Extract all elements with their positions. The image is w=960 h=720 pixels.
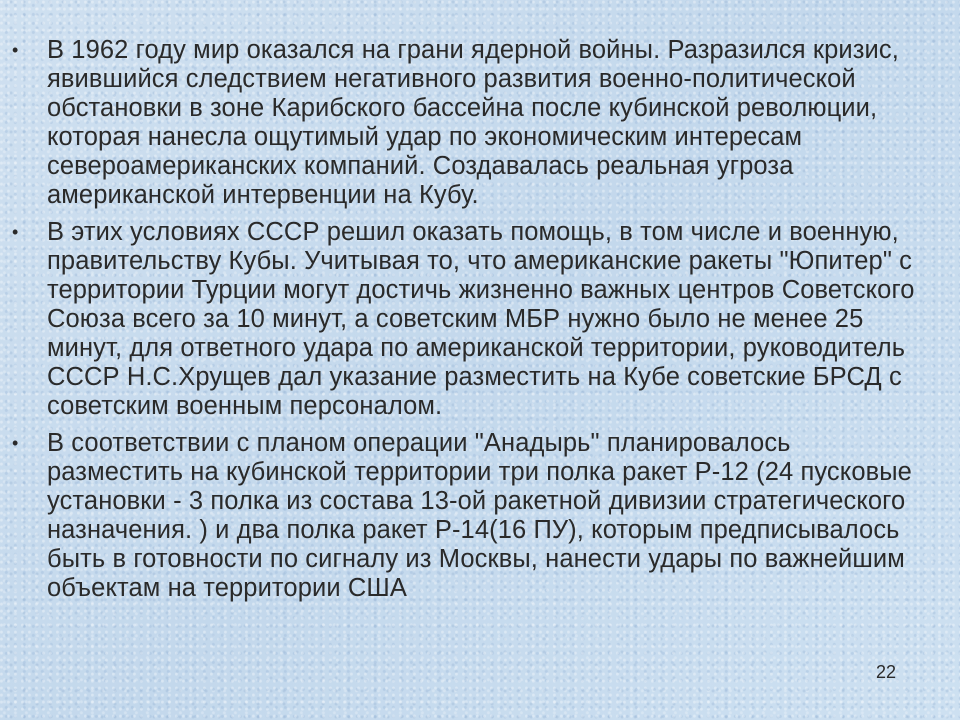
bullet-text: В соответствии с планом операции "Анадырь" планировалось разместить на кубинской территории три полка ракет Р-12 (24 пусковые установки - 3 полка из состава 13-ой ракетной дивизии стратегического назначения. ) и два полка ракет Р-14(16 ПУ), которым предписывалось быть в готовности по сигналу из Москвы, нанести удары по важнейшим объектам на территории США (47, 429, 912, 602)
bullet-marker-icon: • (12, 222, 19, 242)
bullet-marker-icon: • (12, 433, 19, 453)
bullet-marker-icon: • (12, 40, 19, 60)
bullet-text: В 1962 году мир оказался на грани ядерной войны. Разразился кризис, явившийся следствием негативного развития военно-политической обстановки в зоне Карибского бассейна после кубинской революции, которая нанесла ощутимый удар по экономическим интересам североамериканских компаний. Создавалась реальная угроза американской интервенции на Кубу. (47, 36, 899, 209)
bullet-item-3 (0, 429, 960, 603)
bullet-item-1 (0, 36, 960, 210)
bullet-list (0, 36, 960, 611)
bullet-item-2 (0, 218, 960, 421)
bullet-text: В этих условиях СССР решил оказать помощь, в том числе и военную, правительству Кубы. Учитывая то, что американские ракеты "Юпитер" с территории Турции могут достичь жизненно важных центров Советского Союза всего за 10 минут, а советским МБР нужно было не менее 25 минут, для ответного удара по американской территории, руководитель СССР Н.С.Хрущев дал указание разместить на Кубе советские БРСД с советским военным персоналом. (47, 218, 915, 420)
page-number: 22 (876, 662, 897, 682)
